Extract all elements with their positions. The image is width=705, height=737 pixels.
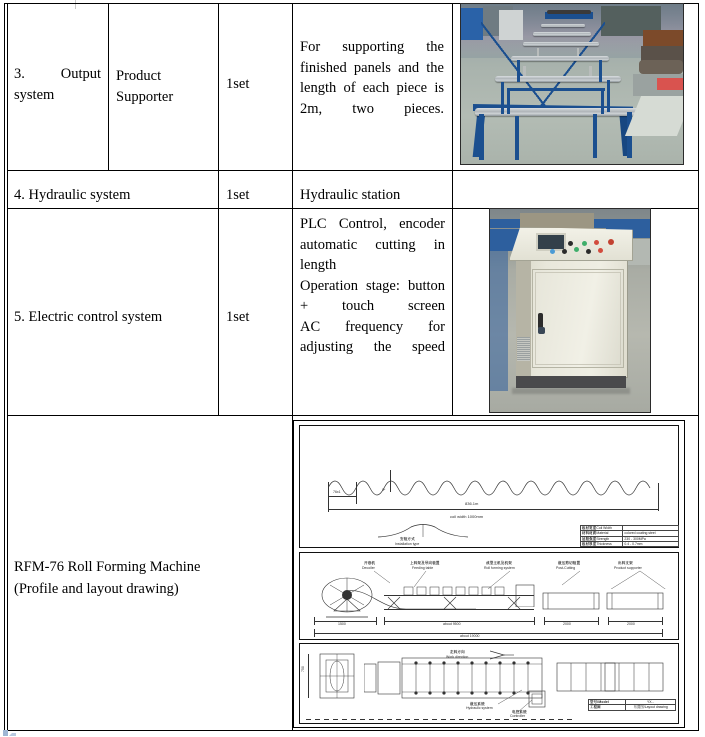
title-block-value-1: 布置图/Layout drawing <box>633 705 668 710</box>
row4-label-line2: (Profile and layout drawing) <box>14 580 179 597</box>
plan-label-en-0: Work direction <box>446 655 469 659</box>
install-label-en: Installation type <box>395 542 420 546</box>
plan-label-cn-0: 走料方向 <box>450 650 465 654</box>
cell-row3-description <box>294 210 451 362</box>
table-rule-bottom <box>7 730 699 731</box>
spec-cn-3: 板材厚度 <box>582 541 597 546</box>
cell-row2-image-empty <box>454 181 698 189</box>
row2-name-text: 4. Hydraulic system <box>14 187 131 203</box>
profile-and-layout-drawing <box>293 420 685 728</box>
row3-desc-line-3: AC frequency for adjusting the speed <box>300 318 445 356</box>
cell-row4-label <box>8 553 288 605</box>
plan-label-cn-1: 液压系统 <box>470 702 485 706</box>
row1-component-text: Product Supporter <box>116 68 174 105</box>
layout-label-cn-1: 上料架及导向装置 <box>410 561 440 565</box>
plan-label-en-2: Controller <box>510 714 526 718</box>
table-col-rule-4 <box>452 3 453 415</box>
table-rule-3 <box>7 415 699 416</box>
decoiler-plan-icon <box>316 650 358 702</box>
spec-cn-0: 板材宽度 <box>582 526 597 530</box>
layout-label-cn-3: 液压剪切装置 <box>558 561 581 565</box>
drawing-profile-panel <box>299 425 679 548</box>
spec-en-0: Coil Width <box>596 526 612 530</box>
profile-dim-height: 9* <box>382 488 386 492</box>
title-block-row-1 <box>589 705 676 710</box>
title-block-label-1: 工程图 <box>590 705 601 710</box>
cell-row2-qty <box>220 181 290 210</box>
row4-label-line1: RFM-76 Roll Forming Machine <box>14 559 201 575</box>
profile-dim-pitch: 76x1 <box>333 490 341 494</box>
row3-name-text: 5. Electric control system <box>14 309 163 325</box>
spec-val-3: 0.4 - 0.7mm <box>624 541 643 546</box>
layout-label-en-2: Roll forming system <box>484 566 515 570</box>
spec-cn-2: 屈服强度 <box>582 536 597 541</box>
installation-type-icon <box>378 524 468 540</box>
title-block-value-0: YX... <box>646 700 655 704</box>
layout-label-en-3: Post-Cutting <box>556 566 576 570</box>
plan-label-cn-2: 电控系统 <box>512 710 527 714</box>
drawing-plan-view <box>299 643 679 724</box>
product-supporter-1-icon <box>542 591 600 613</box>
layout-label-cn-2: 成型主机及机架 <box>486 561 512 565</box>
profile-dim-total: 836.1m <box>465 501 479 506</box>
table-col-rule-2 <box>218 3 219 415</box>
page-artifact-icon <box>3 729 17 737</box>
drawing-layout-elevation <box>299 552 679 640</box>
drawing-title-block <box>588 699 676 711</box>
layout-dim-forming: about 9500 <box>443 622 461 626</box>
row1-qty-text: 1set <box>226 76 250 92</box>
corrugation-profile-icon <box>328 474 658 496</box>
layout-dim-decoiler: 1500 <box>338 622 346 626</box>
electric-control-cabinet-photo <box>489 208 651 413</box>
layout-dim-supporter-2: 2000 <box>627 622 635 626</box>
product-supporter-2-icon <box>606 591 664 613</box>
row2-description-text: Hydraulic station <box>300 187 401 203</box>
profile-spec-table <box>580 525 679 547</box>
controller-plan-icon <box>528 690 546 708</box>
layout-label-en-1: Feeding table <box>412 566 434 570</box>
layout-label-en-0: Decoiler <box>362 566 375 570</box>
spec-en-1: Material <box>596 531 609 536</box>
spec-en-3: Thickness <box>596 541 612 546</box>
row3-desc-line-2: Operation stage: button + touch screen <box>300 277 445 315</box>
row2-qty-text: 1set <box>226 187 250 203</box>
cell-row3-name <box>8 303 216 332</box>
layout-dim-supporter-1: 2000 <box>563 622 571 626</box>
plan-label-en-1: Hydraulic system <box>466 706 493 710</box>
cell-row2-description <box>294 181 450 210</box>
table-col-rule-1 <box>108 3 109 170</box>
spec-val-1: colored coating steel <box>624 531 656 536</box>
row3-qty-text: 1set <box>226 309 250 325</box>
cell-row1-qty <box>220 70 290 99</box>
layout-label-cn-0: 开卷机 <box>364 561 376 565</box>
plan-dim-width: 750 <box>301 666 305 672</box>
plan-centerline <box>306 719 576 720</box>
layout-dim-overall: about 19000 <box>460 634 480 638</box>
cell-row1-component <box>110 62 216 111</box>
install-label-cn: 安装方式 <box>400 537 415 541</box>
spec-row-3 <box>581 541 679 546</box>
run-out-table-photo <box>460 3 684 165</box>
cell-row2-name <box>8 181 216 210</box>
table-col-rule-3 <box>292 3 293 415</box>
cell-row3-qty <box>220 303 290 332</box>
spec-val-2: 230 - 300MPa <box>624 536 646 541</box>
cell-row1-description <box>294 33 450 123</box>
cell-row1-name <box>8 60 107 109</box>
supporter-plan-2-icon <box>604 662 666 694</box>
layout-label-cn-4: 出料支架 <box>618 561 633 565</box>
profile-coil-note: coil width 1000mm <box>450 514 484 519</box>
row1-name-text: 3. Output system <box>14 66 101 103</box>
page-artifact-line <box>75 0 76 9</box>
row3-desc-line-1: PLC Control, encoder automatic cutting in length <box>300 216 445 274</box>
work-direction-arrow-icon <box>490 650 516 660</box>
row1-description-text: For supporting the finished panels and the length of each piece is 2m, two pieces. <box>300 39 444 117</box>
layout-label-en-4: Product supporter <box>614 566 642 570</box>
spec-cn-1: 材料材质 <box>582 531 597 536</box>
table-rule-1 <box>7 170 699 171</box>
spec-en-2: Strength <box>596 536 610 541</box>
title-block-label-0: 型号/Model <box>590 700 610 704</box>
